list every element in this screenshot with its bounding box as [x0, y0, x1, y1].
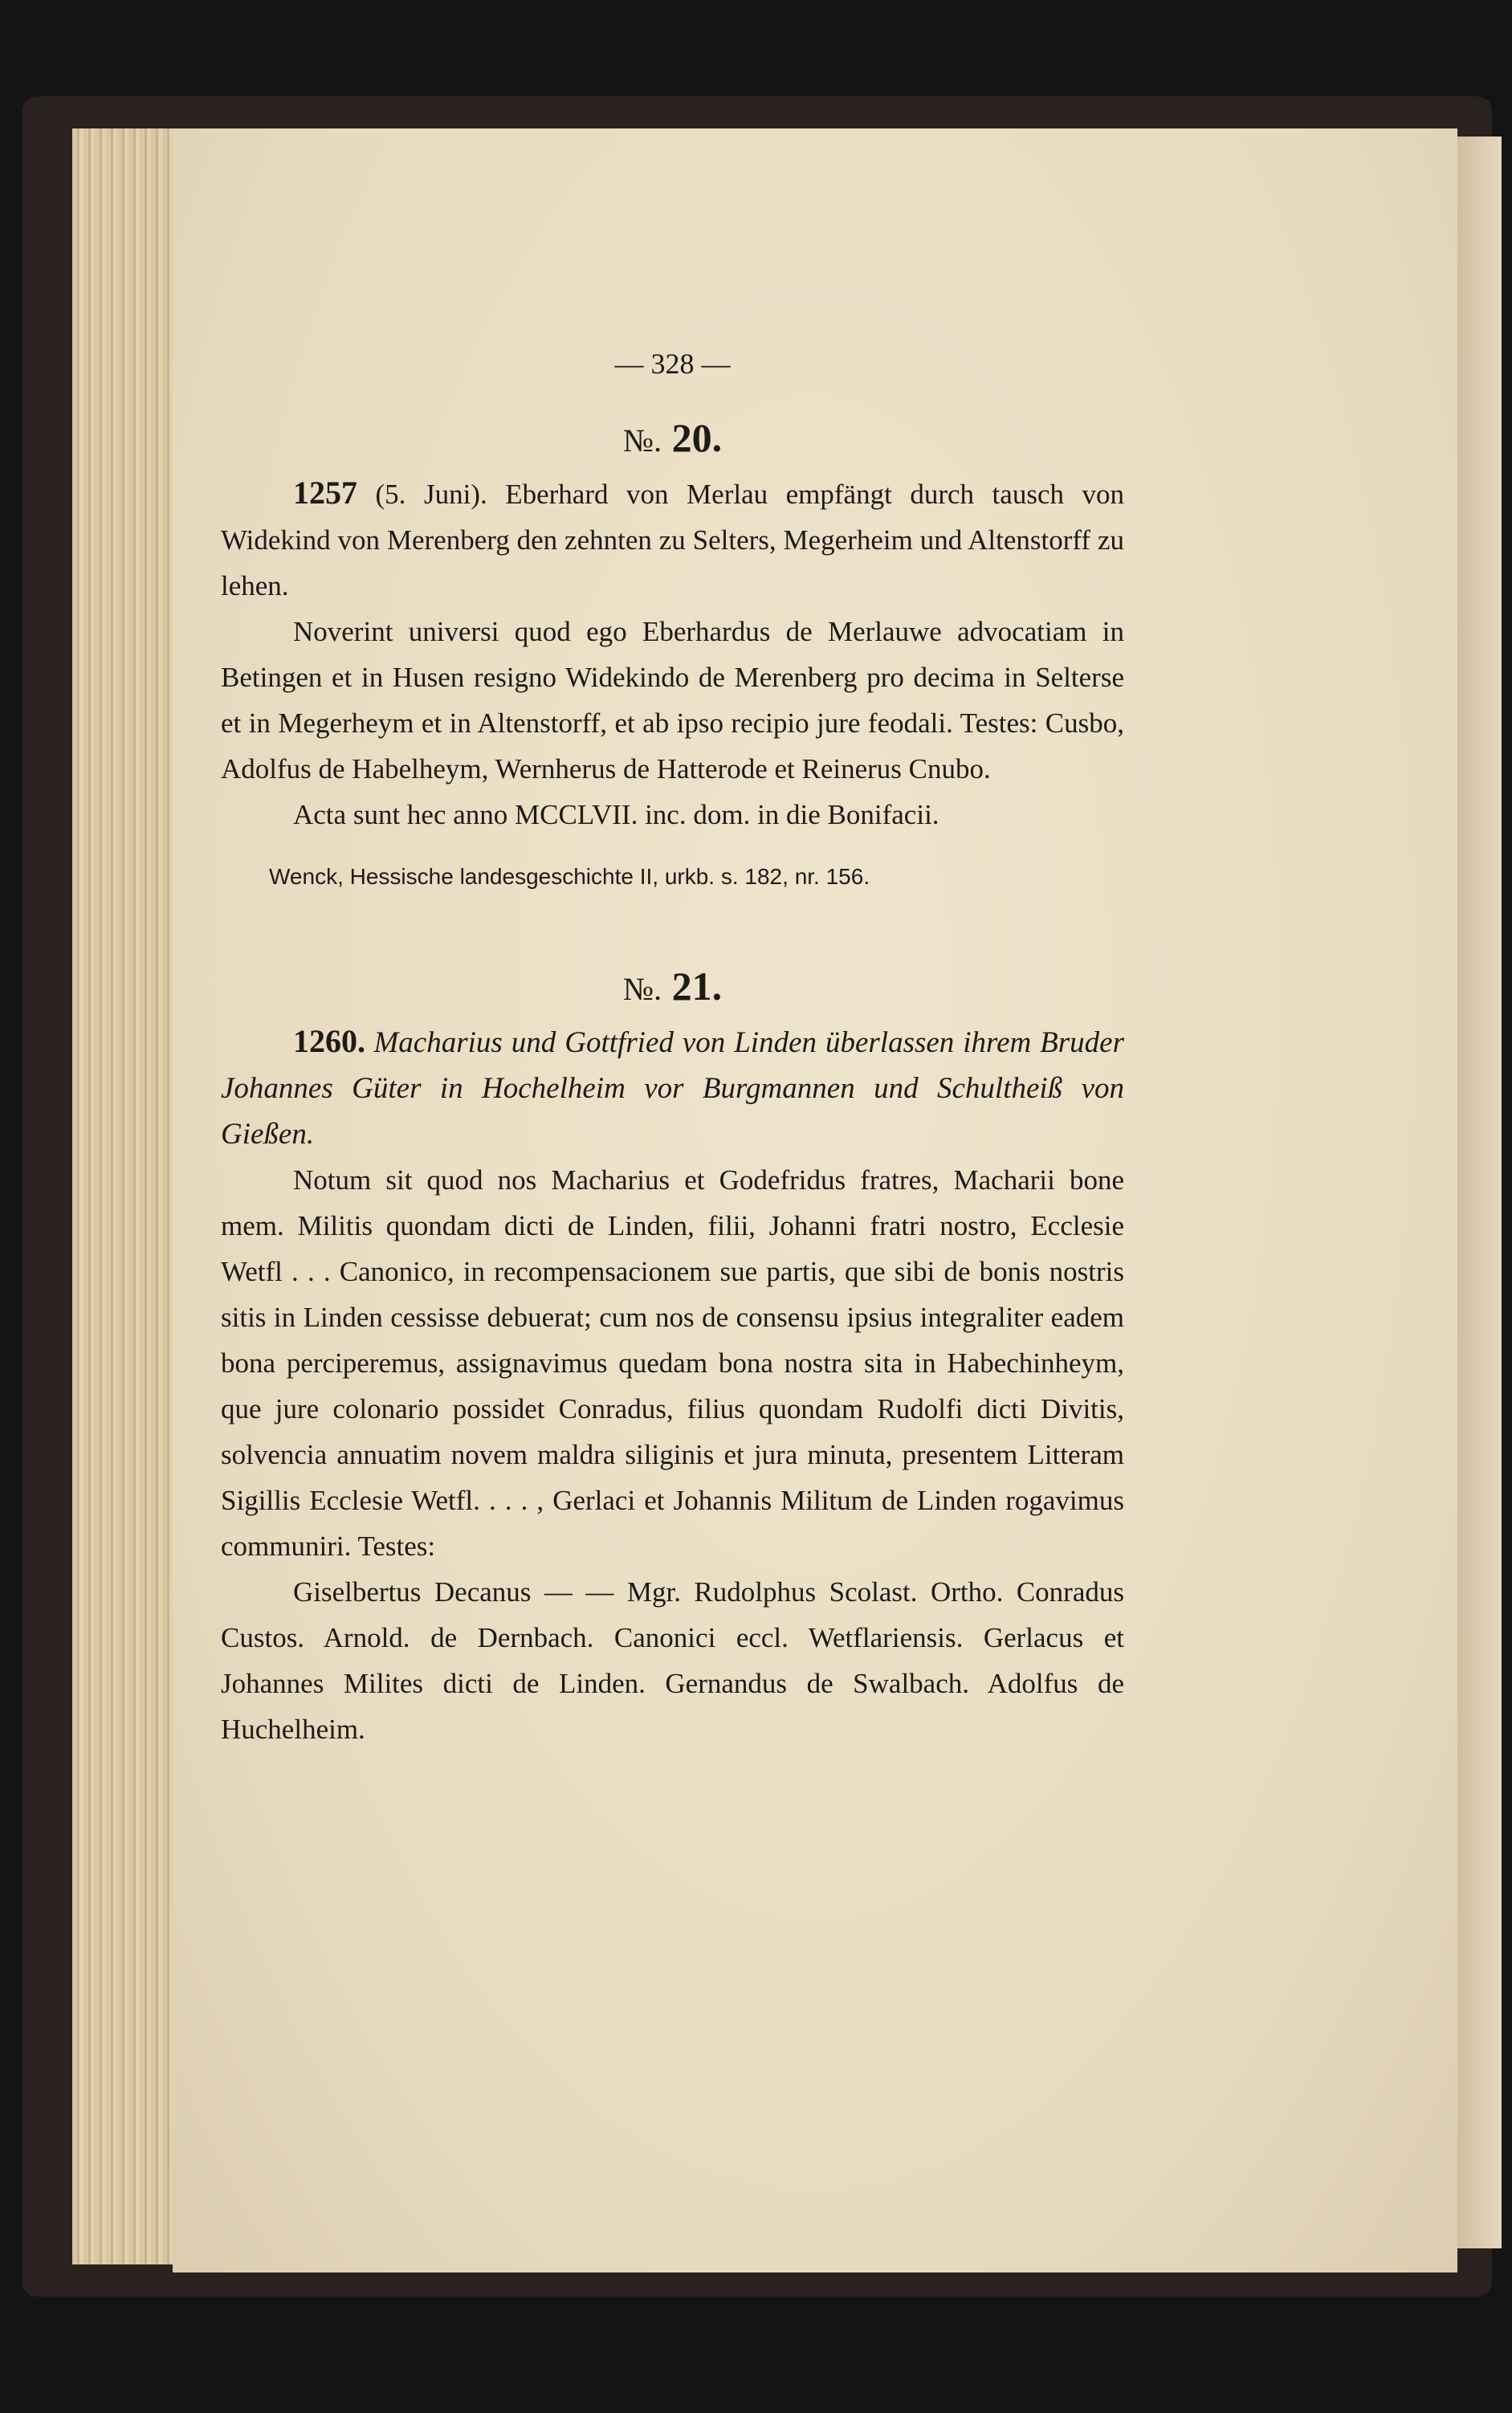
- document-year: 1260.: [293, 1023, 365, 1059]
- regest-text: Macharius und Gottfried von Linden überlassen ihrem Bruder Johannes Güter in Hochelheim vor Burgmannen und Schultheiß von Gießen.: [221, 1026, 1124, 1151]
- number-sign: №.: [622, 422, 662, 459]
- document-number-value: 21.: [671, 964, 723, 1009]
- document-year: 1257: [293, 475, 357, 511]
- regest-text: (5. Juni). Eberhard von Merlau empfängt durch tausch von Widekind von Merenberg den zehnten zu Selters, Megerheim und Altenstorff zu lehen.: [221, 479, 1125, 601]
- source-citation: Wenck, Hessische landesgeschichte II, urkb. s. 182, nr. 156.: [269, 864, 870, 889]
- latin-text-20-para1: Noverint universi quod ego Eberhardus de Merlauwe advocatiam in Betingen et in Husen resigno Widekindo de Merenberg pro decima in Selterse et in Megerheym et in Altenstorff, et ab ipso recipio jure feodali. Testes: Cusbo, Adolfus de Habelheym, Wernherus de Hatterode et Reinerus Cnubo.: [221, 616, 1124, 785]
- latin-text-21-para1: Notum sit quod nos Macharius et Godefridus fratres, Macharii bone mem. Militis quondam dicti de Linden, filii, Johanni fratri nostro, Ecclesie Wetfl . . . Canonico, in recompensacionem sue partis, que sibi de bonis nostris sitis in Linden cessisse debuerat; cum nos de consensu ipsius integraliter eadem bona perciperemus, assignavimus quedam bona nostra sita in Habechinheym, que jure colonario possidet Conradus, filius quondam Rudolfi dicti Divitis, solvencia annuatim novem maldra siliginis et jura minuta, presentem Litteram Sigillis Ecclesie Wetfl. . . . , Gerlaci et Johannis Militum de Linden rogavimus communiri. Testes:: [221, 1164, 1124, 1562]
- document-number-value: 20.: [671, 415, 723, 460]
- latin-text-21-para2: Giselbertus Decanus — — Mgr. Rudolphus Scolast. Ortho. Conradus Custos. Arnold. de Dernbach. Canonici eccl. Wetflariensis. Gerlacus et Johannes Milites dicti de Linden. Gernandus de Swalbach. Adolfus de Huchelheim.: [221, 1576, 1124, 1745]
- number-sign: №.: [622, 971, 662, 1007]
- latin-text-20-para2: Acta sunt hec anno MCCLVII. inc. dom. in die Bonifacii.: [293, 799, 939, 830]
- facing-page-edge: [1453, 137, 1502, 2248]
- page-number: — 328 —: [614, 348, 731, 380]
- document-number-21: [221, 964, 1124, 1012]
- regest-21: [221, 1018, 1124, 1157]
- regest-20: [221, 470, 1124, 609]
- page-content: [221, 217, 1124, 1752]
- document-number-20: [221, 415, 1124, 463]
